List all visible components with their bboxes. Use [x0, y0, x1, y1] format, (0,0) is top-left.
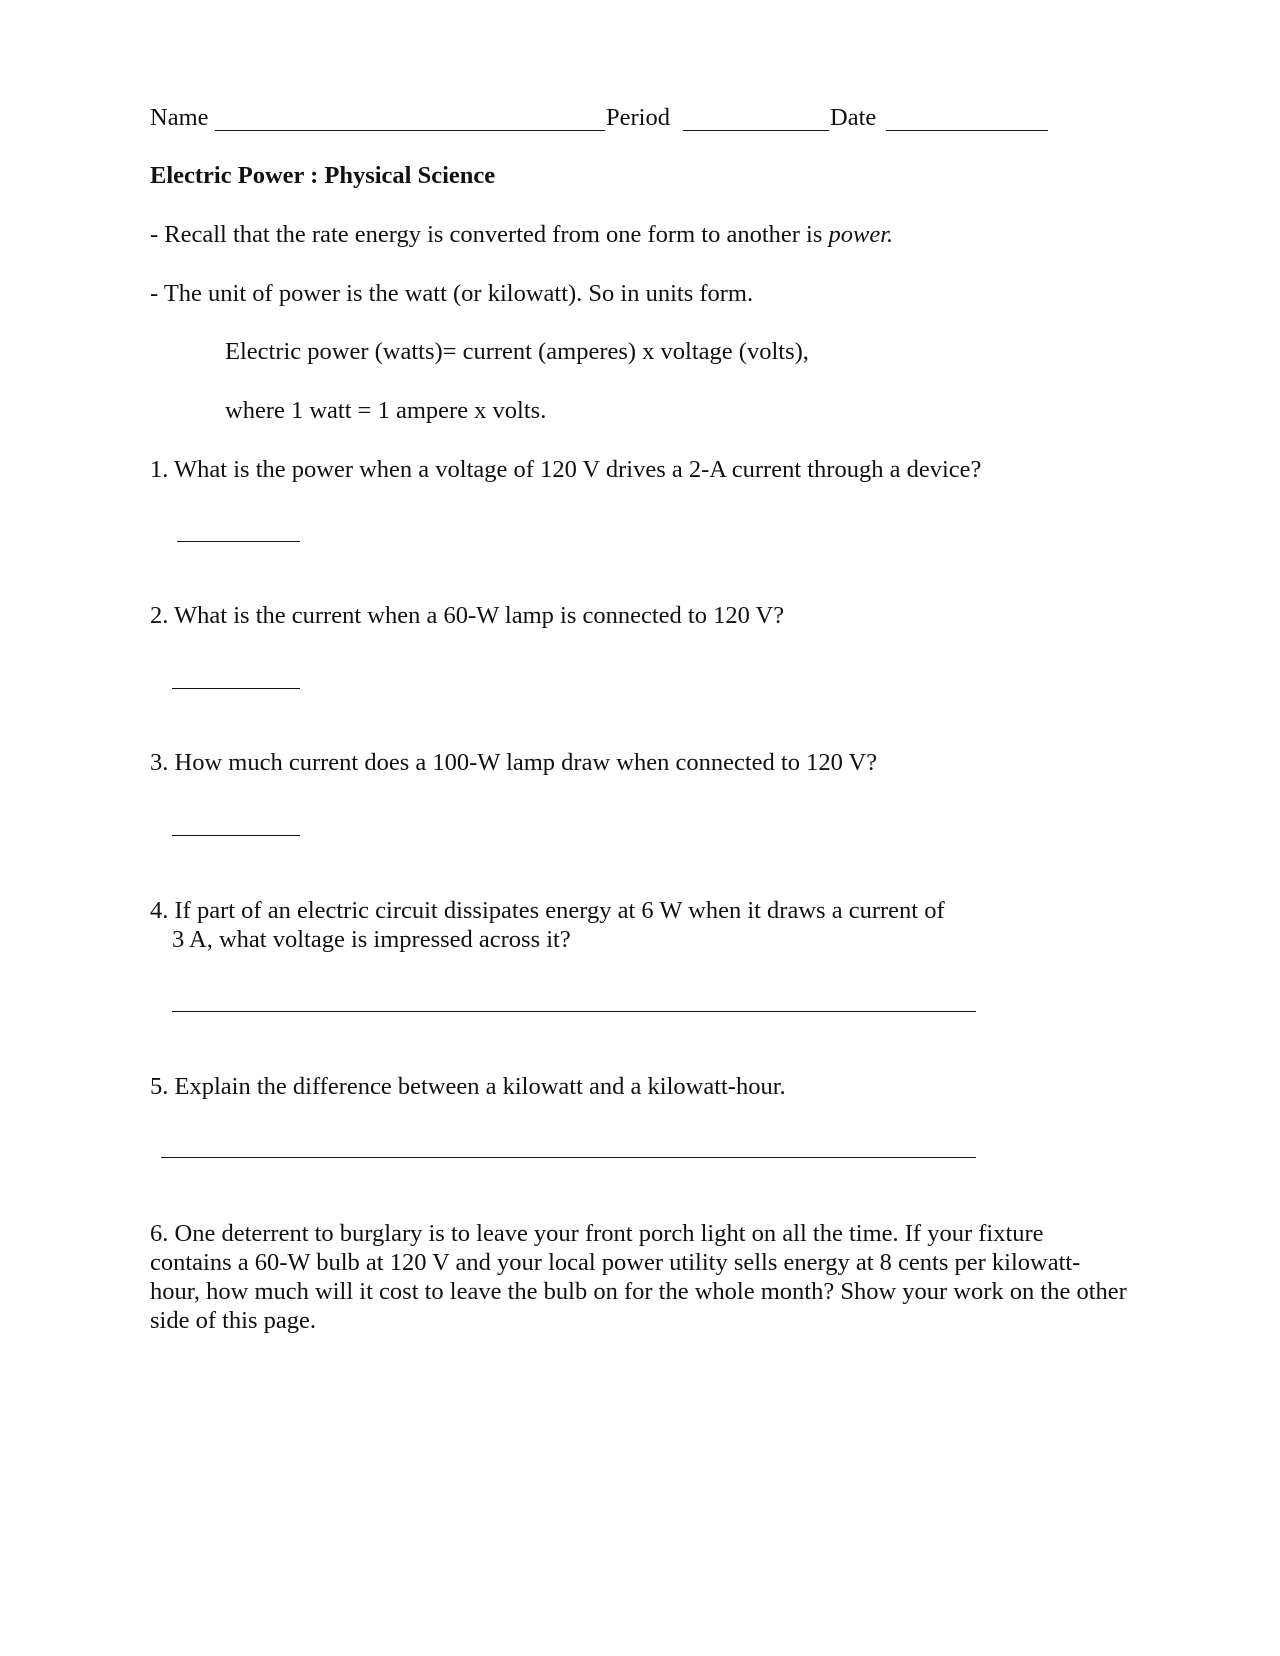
answer-blank-5[interactable]	[161, 1157, 976, 1158]
date-blank[interactable]	[886, 130, 1048, 131]
intro-line-1-emphasis: power.	[828, 221, 894, 248]
date-label: Date	[830, 104, 877, 131]
question-4-line-2: 3 A, what voltage is impressed across it?	[172, 926, 571, 953]
intro-line-2: - The unit of power is the watt (or kilowatt). So in units form.	[150, 280, 754, 307]
name-label: Name	[150, 104, 209, 131]
intro-line-1	[150, 221, 893, 249]
question-1: 1. What is the power when a voltage of 120 V drives a 2-A current through a device?	[150, 456, 982, 483]
question-5: 5. Explain the difference between a kilowatt and a kilowatt-hour.	[150, 1073, 786, 1100]
formula-note: where 1 watt = 1 ampere x volts.	[225, 397, 547, 424]
question-6: 6. One deterrent to burglary is to leave your front porch light on all the time. If your fixture contains a 60-W bulb at 120 V and your local power utility sells energy at 8 cents per kilowatt-hour, how much will it cost to leave the bulb on for the whole month? Show your work on the other side of this page.	[150, 1220, 1127, 1334]
period-blank[interactable]	[683, 130, 829, 131]
formula: Electric power (watts)= current (amperes) x voltage (volts),	[225, 338, 809, 365]
period-label: Period	[606, 104, 670, 131]
question-2: 2. What is the current when a 60-W lamp is connected to 120 V?	[150, 602, 785, 629]
question-3: 3. How much current does a 100-W lamp draw when connected to 120 V?	[150, 749, 878, 776]
name-blank[interactable]	[215, 130, 605, 131]
intro-line-1-text: - Recall that the rate energy is converted from one form to another is	[150, 221, 829, 248]
answer-blank-1[interactable]	[177, 541, 300, 542]
question-4-line-1: 4. If part of an electric circuit dissipates energy at 6 W when it draws a current of	[150, 897, 945, 924]
answer-blank-2[interactable]	[172, 688, 300, 689]
page-title: Electric Power : Physical Science	[150, 162, 496, 189]
answer-blank-4[interactable]	[172, 1011, 976, 1012]
answer-blank-3[interactable]	[172, 835, 300, 836]
